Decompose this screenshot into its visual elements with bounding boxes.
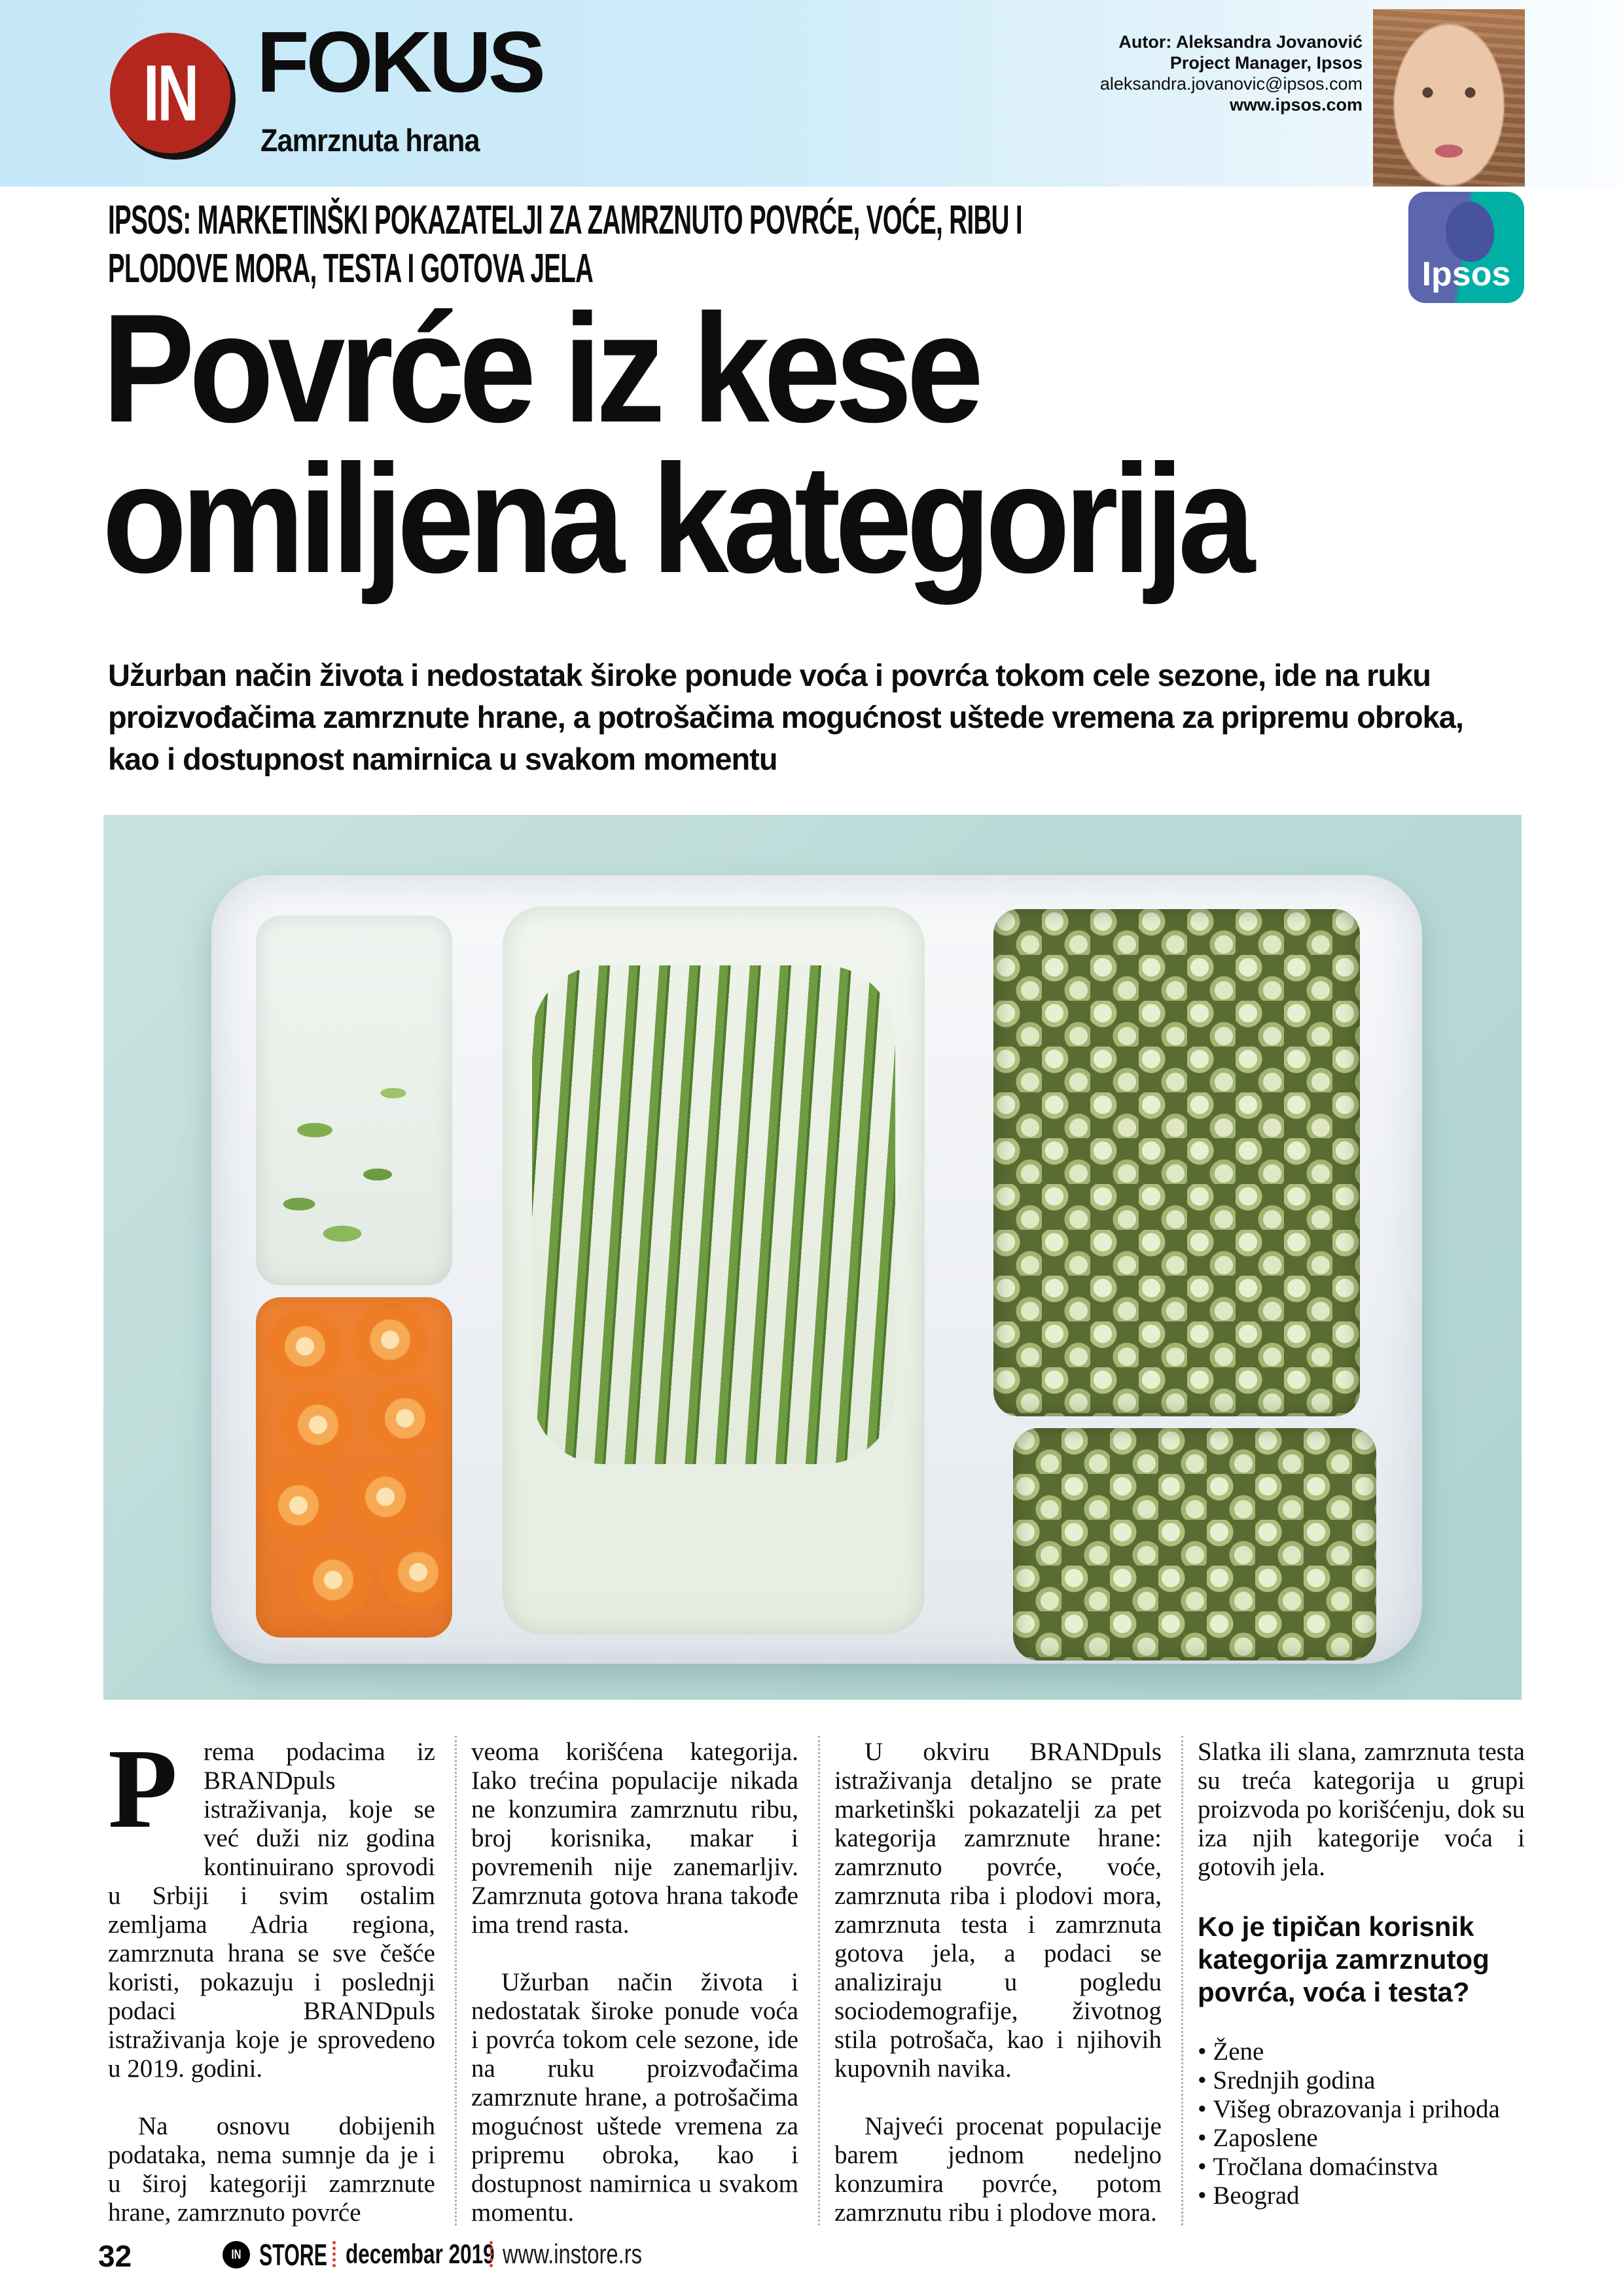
in-magazine-logo bbox=[110, 33, 230, 153]
frozen-carrots-block bbox=[256, 1297, 452, 1638]
paragraph bbox=[108, 1725, 435, 2083]
author-website: www.ipsos.com bbox=[1229, 95, 1363, 115]
author-block bbox=[1100, 31, 1363, 115]
author-role: Project Manager, Ipsos bbox=[1169, 53, 1363, 73]
paragraph: veoma korišćena kategorija. Iako trećina populacije nikada ne konzumira zamrznutu ribu, broj korisnika, makar i povremenih nije zanemarljiv. Zamrznuta gotova hrana takođe ima trend rasta. bbox=[471, 1738, 798, 1939]
paragraph: U okviru BRANDpuls istraživanja detaljno se prate marketinški pokazatelji za pet kategorija zamrznute hrane: zamrznuto povrće, voće, zamrznuta riba i plodovi mora, zamrznuta testa i zamrznuta gotova jela, a podaci se analiziraju u pogledu sociodemografije, životnog stila potrošača, kao i njihovih kupovnih navika. bbox=[834, 1738, 1162, 2083]
paragraph: Najveći procenat populacije barem jednom nedeljno konzumira povrće, potom zamrznutu ribu i plodove mora. bbox=[834, 2112, 1162, 2227]
article-column-1 bbox=[108, 1725, 435, 2227]
instore-logo-icon bbox=[223, 2241, 250, 2269]
page-number: 32 bbox=[98, 2239, 132, 2273]
footer-separator bbox=[490, 2241, 493, 2267]
frozen-green-beans-block bbox=[503, 906, 925, 1634]
column-separator bbox=[455, 1736, 457, 2225]
footer-website: www.instore.rs bbox=[503, 2238, 642, 2269]
frozen-peas-block-top bbox=[993, 909, 1360, 1416]
kicker-line-1: IPSOS: MARKETINŠKI POKAZATELJI ZA ZAMRZNUTO POVRĆE, VOĆE, RIBU I bbox=[108, 198, 1022, 243]
author-photo bbox=[1373, 9, 1525, 187]
instore-logo-store: STORE bbox=[259, 2238, 328, 2272]
list-item: • Zaposlene bbox=[1198, 2124, 1525, 2153]
footer-issue-date: decembar 2019 bbox=[346, 2238, 495, 2269]
article-column-4 bbox=[1198, 1738, 1525, 2210]
list-item: • Srednjih godina bbox=[1198, 2066, 1525, 2095]
list-item: • Žene bbox=[1198, 2037, 1525, 2066]
frozen-herbs-block bbox=[256, 916, 452, 1285]
page-title bbox=[102, 282, 1377, 605]
paragraph: Slatka ili slana, zamrznuta testa su treća kategorija u grupi proizvoda po korišćenju, dok su iza njih kategorije voća i gotovih jela. bbox=[1198, 1738, 1525, 1881]
list-item: • Beograd bbox=[1198, 2181, 1525, 2210]
in-logo-text: IN bbox=[143, 48, 198, 137]
kicker bbox=[108, 196, 1582, 293]
subhead-typical-user: Ko je tipičan korisnik kategorija zamrznutog povrća, voća i testa? bbox=[1198, 1911, 1489, 2007]
frozen-peas-block-bottom bbox=[1013, 1428, 1376, 1660]
article-column-2 bbox=[471, 1738, 798, 2227]
list-item: • Višeg obrazovanja i prihoda bbox=[1198, 2095, 1525, 2124]
drop-cap: P bbox=[108, 1725, 178, 1852]
kicker-line-2: PLODOVE MORA, TESTA I GOTOVA JELA bbox=[108, 246, 594, 291]
vegetable-tray bbox=[211, 875, 1422, 1664]
lead-paragraph: Užurban način života i nedostatak široke ponude voća i povrća tokom cele sezone, ide na ruku proizvođačima zamrznute hrane, a potrošačima mogućnost uštede vremena za pripremu obroka, kao i dostupnost namirnica u svakom momentu bbox=[108, 658, 1463, 776]
instore-logo-in: IN bbox=[231, 2247, 241, 2262]
title-line-2: omiljena kategorija bbox=[102, 433, 1250, 605]
paragraph: Užurban način života i nedostatak široke ponude voća i povrća tokom cele sezone, ide na ruku proizvođačima zamrznute hrane, a potrošačima mogućnost uštede vremena za pripremu obroka, kao i dostupnost namirnica u svakom momentu. bbox=[471, 1968, 798, 2227]
article-column-3 bbox=[834, 1738, 1162, 2227]
paragraph-text: rema podacima iz BRANDpuls istraživanja, koje se već duži niz godina kontinuirano sprovodi u Srbiji i svim ostalim zemljama Adria regiona, zamrznuta hrana se sve češće koristi, pokazuju i poslednji podaci BRANDpuls istraživanja koje je sprovedeno u 2019. godini. bbox=[108, 1738, 435, 2083]
hero-photo-frozen-vegetables bbox=[103, 815, 1522, 1700]
bullet-list bbox=[1198, 2037, 1525, 2210]
title-line-1: Povrće iz kese bbox=[102, 282, 978, 455]
section-title: FOKUS bbox=[257, 14, 543, 110]
author-name: Autor: Aleksandra Jovanović bbox=[1118, 32, 1363, 52]
column-separator bbox=[818, 1736, 820, 2225]
list-item: • Tročlana domaćinstva bbox=[1198, 2153, 1525, 2181]
paragraph: Na osnovu dobijenih podataka, nema sumnje da je i u široj kategoriji zamrznute hrane, zamrznuto povrće bbox=[108, 2112, 435, 2227]
author-email: aleksandra.jovanovic@ipsos.com bbox=[1099, 74, 1363, 94]
page-footer bbox=[0, 2237, 1623, 2276]
section-topic: Zamrznuta hrana bbox=[260, 124, 480, 158]
green-beans bbox=[532, 965, 895, 1464]
column-separator bbox=[1181, 1736, 1183, 2225]
ipsos-wordmark: Ipsos bbox=[1421, 255, 1511, 293]
footer-separator bbox=[332, 2241, 336, 2267]
